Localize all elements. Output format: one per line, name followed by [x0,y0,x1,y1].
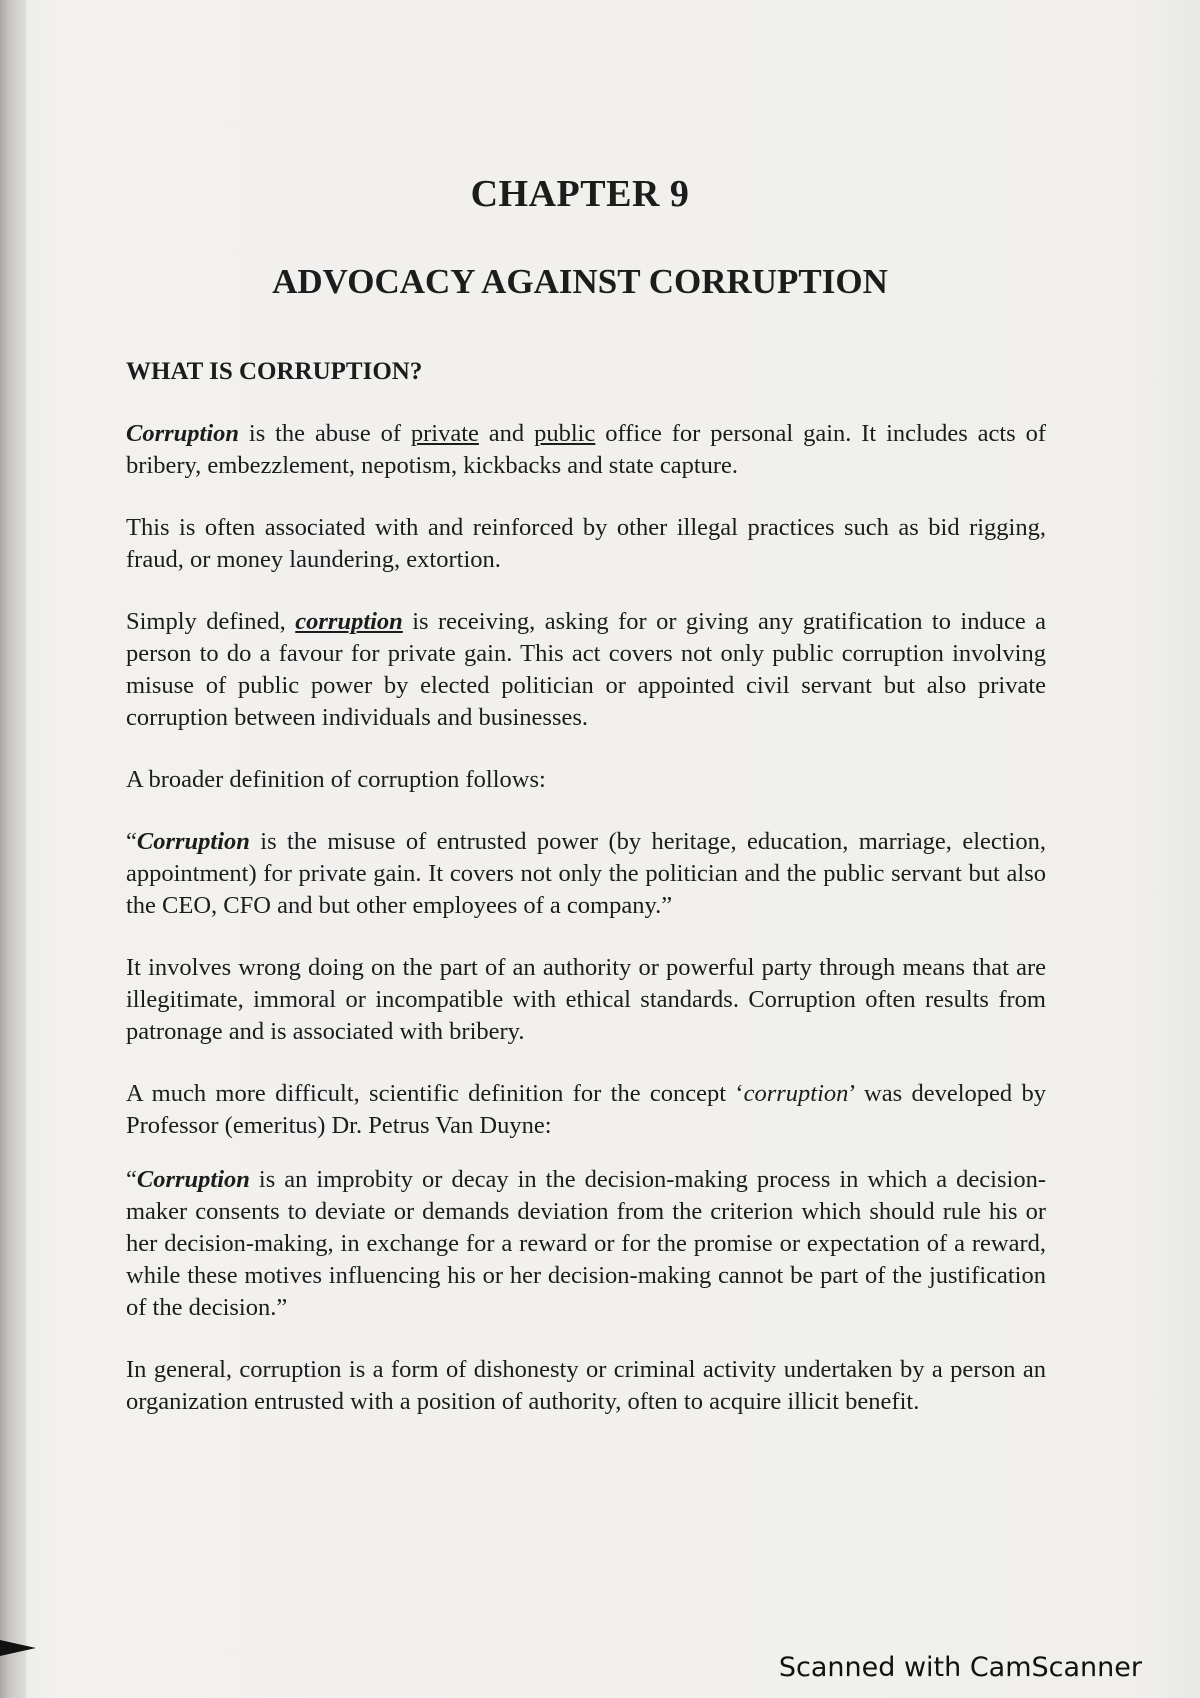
paragraph-general: In general, corruption is a form of dishonesty or criminal activity undertaken by a person an organization entrusted with a position of authority, often to acquire illicit benefit. [126,1356,1046,1415]
body-text [126,356,1046,1448]
paragraph-wrong-doing: It involves wrong doing on the part of an authority or powerful party through means that are illegitimate, immoral or incompatible with ethical standards. Corruption often results from patronage and is associated with bribery. [126,954,1046,1045]
paragraph-simple-definition: Simply defined, corruption is receiving, asking for or giving any gratification to induce a person to do a favour for private gain. This act covers not only public corruption involving misuse of public power by elected politician or appointed civil servant but also private corruption between individuals and businesses. [126,608,1046,731]
chapter-title: ADVOCACY AGAINST CORRUPTION [272,262,888,301]
binding-edge [0,0,26,1698]
paragraph-scientific-intro: A much more difficult, scientific definition for the concept ‘corruption’ was developed by Professor (emeritus) Dr. Petrus Van Duyne: [126,1080,1047,1139]
paragraph-associated-practices: This is often associated with and reinforced by other illegal practices such as bid rigging, fraud, or money laundering, extortion. [126,514,1046,573]
binding-arrow-mark [0,1640,36,1656]
section-heading: WHAT IS CORRUPTION? [126,358,423,385]
paragraph-scientific-quote: “Corruption is an improbity or decay in the decision-making process in which a decision-maker consents to deviate or demands deviation from the criterion which should rule his or her decision-making, in exchange for a reward or for the promise or expectation of a reward, while these motives influencing his or her decision-making cannot be part of the justification of the decision.” [126,1166,1046,1321]
paragraph-broader-quote: “Corruption is the misuse of entrusted power (by heritage, education, marriage, election, appointment) for private gain. It covers not only the politician and the public servant but also the CEO, CFO and but other employees of a company.” [126,828,1046,919]
paragraph-definition: Corruption is the abuse of private and public office for personal gain. It includes acts of bribery, embezzlement, nepotism, kickbacks and state capture. [126,420,1047,479]
chapter-heading: CHAPTER 9 [470,173,690,215]
scanner-watermark: Scanned with CamScanner [778,1652,1142,1683]
paragraph-broader-intro: A broader definition of corruption follows: [126,766,546,793]
